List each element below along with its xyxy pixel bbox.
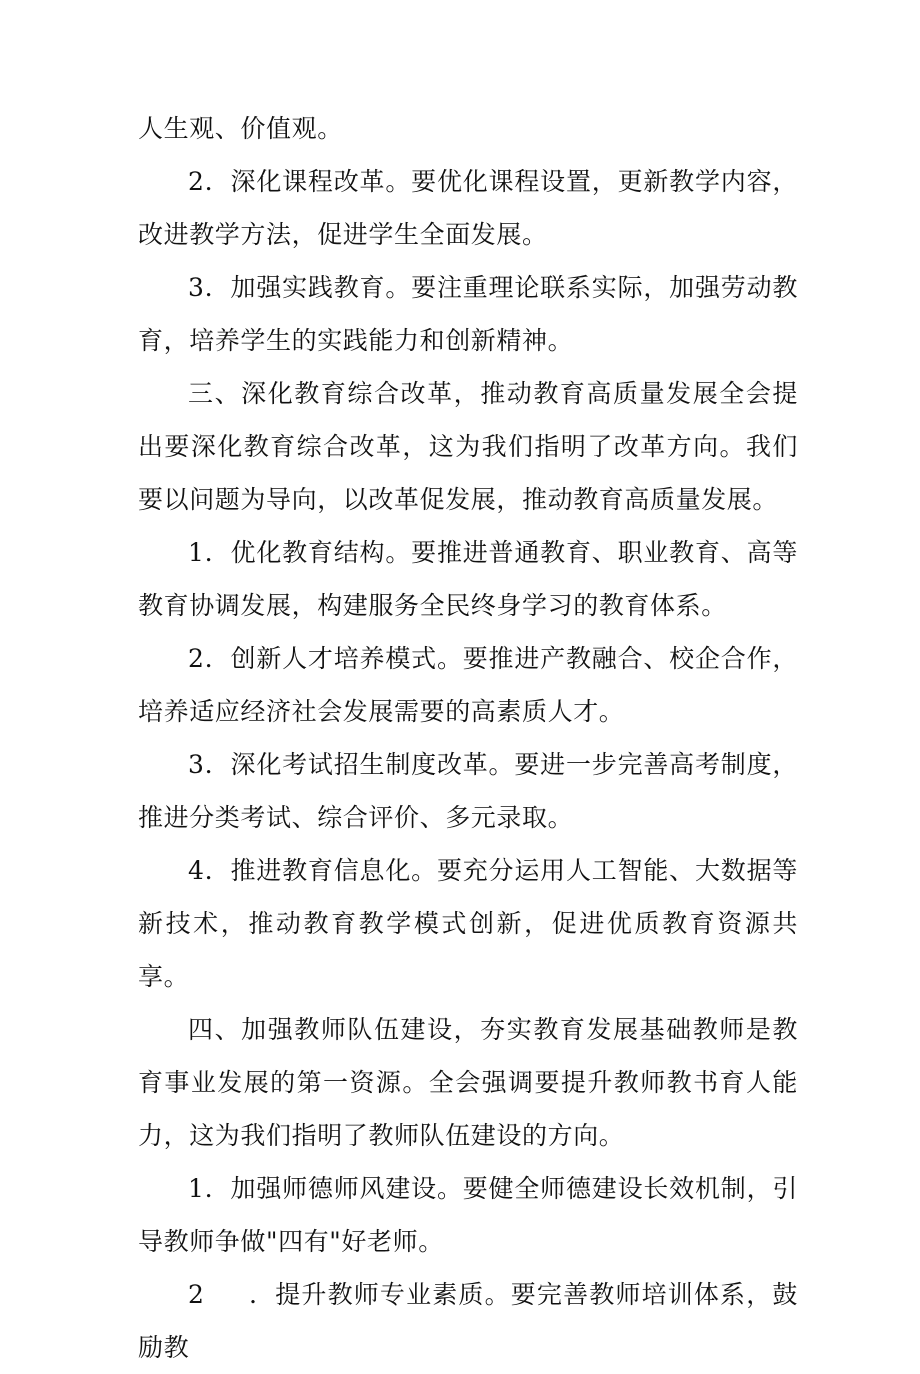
paragraph-7: 3．深化考试招生制度改革。要进一步完善高考制度，推进分类考试、综合评价、多元录取。 [138,750,798,832]
paragraph-3: 3．加强实践教育。要注重理论联系实际，加强劳动教育，培养学生的实践能力和创新精神。 [138,273,798,355]
document-body [138,102,798,1374]
paragraph-11 [138,1268,798,1374]
paragraph-10: 1．加强师德师风建设。要健全师德建设长效机制，引导教师争做"四有"好老师。 [138,1174,798,1256]
paragraph-8: 4．推进教育信息化。要充分运用人工智能、大数据等新技术，推动教育教学模式创新，促进优质教育资源共享。 [138,856,798,991]
paragraph-9: 四、加强教师队伍建设，夯实教育发展基础教师是教育事业发展的第一资源。全会强调要提升教师教书育人能力，这为我们指明了教师队伍建设的方向。 [138,1015,798,1150]
paragraph-11-number: 2 [188,1280,205,1309]
paragraph-6: 2．创新人才培养模式。要推进产教融合、校企合作，培养适应经济社会发展需要的高素质人才。 [138,644,798,726]
paragraph-11-text: ．提升教师专业素质。要完善教师培训体系，鼓励教 [138,1280,798,1362]
paragraph-2: 2．深化课程改革。要优化课程设置，更新教学内容，改进教学方法，促进学生全面发展。 [138,167,798,249]
paragraph-4: 三、深化教育综合改革，推动教育高质量发展全会提出要深化教育综合改革，这为我们指明了改革方向。我们要以问题为导向，以改革促发展，推动教育高质量发展。 [138,379,798,514]
paragraph-5: 1．优化教育结构。要推进普通教育、职业教育、高等教育协调发展，构建服务全民终身学习的教育体系。 [138,538,798,620]
paragraph-1: 人生观、价值观。 [138,114,343,143]
